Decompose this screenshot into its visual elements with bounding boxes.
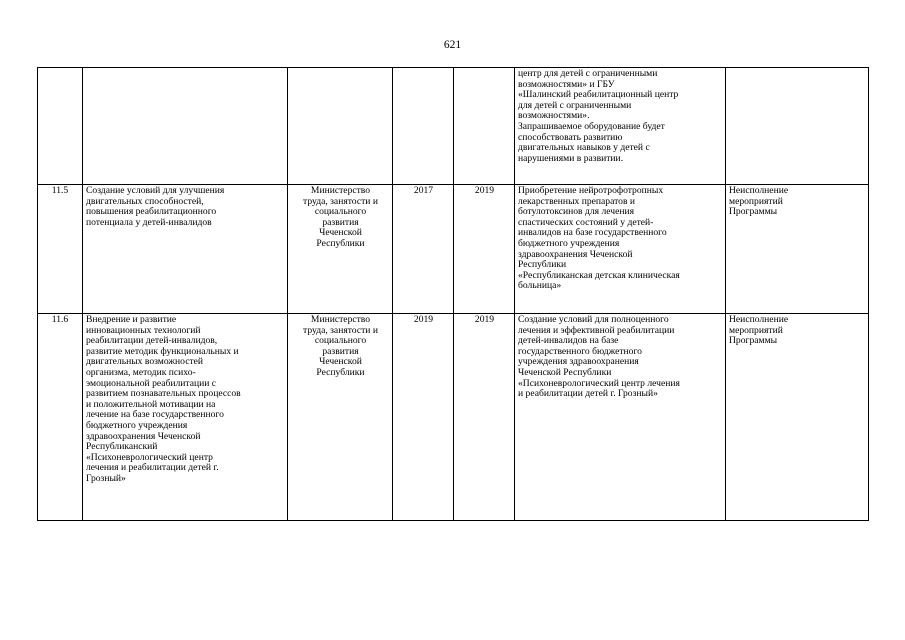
cell-text-line: лечения и реабилитации детей г. bbox=[86, 462, 219, 474]
cell-text-line: для детей с ограниченными bbox=[518, 99, 632, 111]
cell-text-line: Неисполнение bbox=[729, 185, 789, 196]
cell-text-line: Чеченской bbox=[319, 227, 362, 239]
cell-text-line: возможностями». bbox=[518, 110, 590, 122]
end-year-cell bbox=[454, 68, 515, 185]
cell-text-line: бюджетного учреждения bbox=[518, 237, 620, 249]
cell-text-line: Республики bbox=[518, 259, 567, 271]
cell-text-line: двигательных возможностей bbox=[86, 356, 204, 368]
cell-text-line: Создание условий для улучшения bbox=[86, 185, 225, 196]
cell-text-line: спастических состояний у детей- bbox=[518, 216, 654, 228]
cell-text-line: Программы bbox=[729, 335, 778, 347]
cell-text-line: организма, методик психо- bbox=[86, 366, 196, 378]
cell-text-line: «Республиканская детская клиническая bbox=[518, 269, 680, 281]
row-number-cell bbox=[38, 68, 83, 185]
cell-text-line: больница» bbox=[518, 280, 562, 292]
cell-text-line: способствовать развитию bbox=[518, 131, 623, 143]
cell-text-line: Министерство bbox=[310, 185, 371, 196]
cell-text-line: Республиканский bbox=[86, 441, 158, 453]
result-cell bbox=[515, 68, 726, 185]
cell-text-line: лечения и эффективной реабилитации bbox=[518, 324, 675, 336]
result-cell bbox=[515, 314, 726, 521]
cell-text-line: учреждения здравоохранения bbox=[518, 356, 639, 368]
consequence-cell bbox=[726, 68, 869, 185]
cell-text-line: Приобретение нейротрофотропных bbox=[518, 185, 664, 196]
cell-text-line: возможностями» и ГБУ bbox=[518, 78, 615, 90]
executor-cell bbox=[288, 185, 393, 314]
cell-text-line: Республики bbox=[316, 237, 365, 249]
start-year-cell: 2017 bbox=[393, 185, 454, 314]
cell-text-line: социального bbox=[314, 335, 367, 347]
cell-text-line: труда, занятости и bbox=[303, 324, 378, 336]
cell-text-line: бюджетного учреждения bbox=[86, 419, 188, 431]
cell-text-line: двигательных способностей, bbox=[86, 195, 204, 207]
cell-text-line: «Шалинский реабилитационный центр bbox=[518, 89, 679, 101]
cell-text-line: двигательных навыков у детей с bbox=[518, 142, 650, 154]
cell-text-line: лекарственных препаратов и bbox=[518, 195, 636, 207]
row-number-cell: 11.5 bbox=[38, 185, 83, 314]
cell-text-line: повышения реабилитационного bbox=[86, 206, 217, 218]
table-row bbox=[38, 68, 869, 185]
consequence-cell bbox=[726, 185, 869, 314]
page-number: 621 bbox=[443, 39, 462, 51]
start-year-cell: 2019 bbox=[393, 314, 454, 521]
cell-text-line: потенциала у детей-инвалидов bbox=[86, 216, 212, 228]
executor-cell bbox=[288, 68, 393, 185]
end-year-cell: 2019 bbox=[454, 314, 515, 521]
cell-text-line: развитие методик функциональных и bbox=[86, 345, 239, 357]
event-cell bbox=[83, 185, 288, 314]
cell-text-line: труда, занятости и bbox=[303, 195, 378, 207]
cell-text-line: Чеченской bbox=[319, 356, 362, 368]
cell-text-line: Программы bbox=[729, 206, 778, 218]
measures-table bbox=[37, 67, 869, 521]
start-year-cell bbox=[393, 68, 454, 185]
cell-text-line: государственного бюджетного bbox=[518, 345, 642, 357]
table-row bbox=[38, 314, 869, 521]
cell-text-line: развития bbox=[322, 216, 359, 228]
cell-text-line: Чеченской Республики bbox=[518, 366, 612, 378]
cell-text-line: ботулотоксинов для лечения bbox=[518, 206, 635, 218]
cell-text-line: инвалидов на базе государственного bbox=[518, 227, 667, 239]
table-row bbox=[38, 185, 869, 314]
event-cell bbox=[83, 314, 288, 521]
cell-text-line: здравоохранения Чеченской bbox=[518, 248, 633, 260]
cell-text-line: социального bbox=[314, 206, 367, 218]
cell-text-line: мероприятий bbox=[729, 324, 783, 336]
cell-text-line: эмоциональной реабилитации с bbox=[86, 377, 217, 389]
cell-text-line: детей-инвалидов на базе bbox=[518, 335, 619, 347]
cell-text-line: нарушениями в развитии. bbox=[518, 152, 624, 164]
cell-text-line: Грозный» bbox=[86, 472, 126, 484]
cell-text-line: и положительной мотивации на bbox=[86, 398, 216, 410]
cell-text-line: Создание условий для полноценного bbox=[518, 314, 669, 325]
end-year-cell: 2019 bbox=[454, 185, 515, 314]
cell-text-line: и реабилитации детей г. Грозный» bbox=[518, 388, 658, 400]
cell-text-line: здравоохранения Чеченской bbox=[86, 430, 201, 442]
cell-text-line: центр для детей с ограниченными bbox=[518, 68, 658, 79]
cell-text-line: Министерство bbox=[310, 314, 371, 325]
cell-text-line: «Психоневрологический центр лечения bbox=[518, 377, 680, 389]
cell-text-line: инновационных технологий bbox=[86, 324, 201, 336]
row-number-cell: 11.6 bbox=[38, 314, 83, 521]
cell-text-line: развития bbox=[322, 345, 359, 357]
cell-text-line: реабилитации детей-инвалидов, bbox=[86, 335, 218, 347]
cell-text-line: Республики bbox=[316, 366, 365, 378]
cell-text-line: Внедрение и развитие bbox=[86, 314, 177, 325]
cell-text-line: развитием познавательных процессов bbox=[86, 388, 241, 400]
event-cell bbox=[83, 68, 288, 185]
cell-text-line: Неисполнение bbox=[729, 314, 789, 325]
executor-cell bbox=[288, 314, 393, 521]
result-cell bbox=[515, 185, 726, 314]
consequence-cell bbox=[726, 314, 869, 521]
cell-text-line: Запрашиваемое оборудование будет bbox=[518, 120, 665, 132]
cell-text-line: лечение на базе государственного bbox=[86, 409, 224, 421]
cell-text-line: мероприятий bbox=[729, 195, 783, 207]
cell-text-line: «Психоневрологический центр bbox=[86, 451, 213, 463]
